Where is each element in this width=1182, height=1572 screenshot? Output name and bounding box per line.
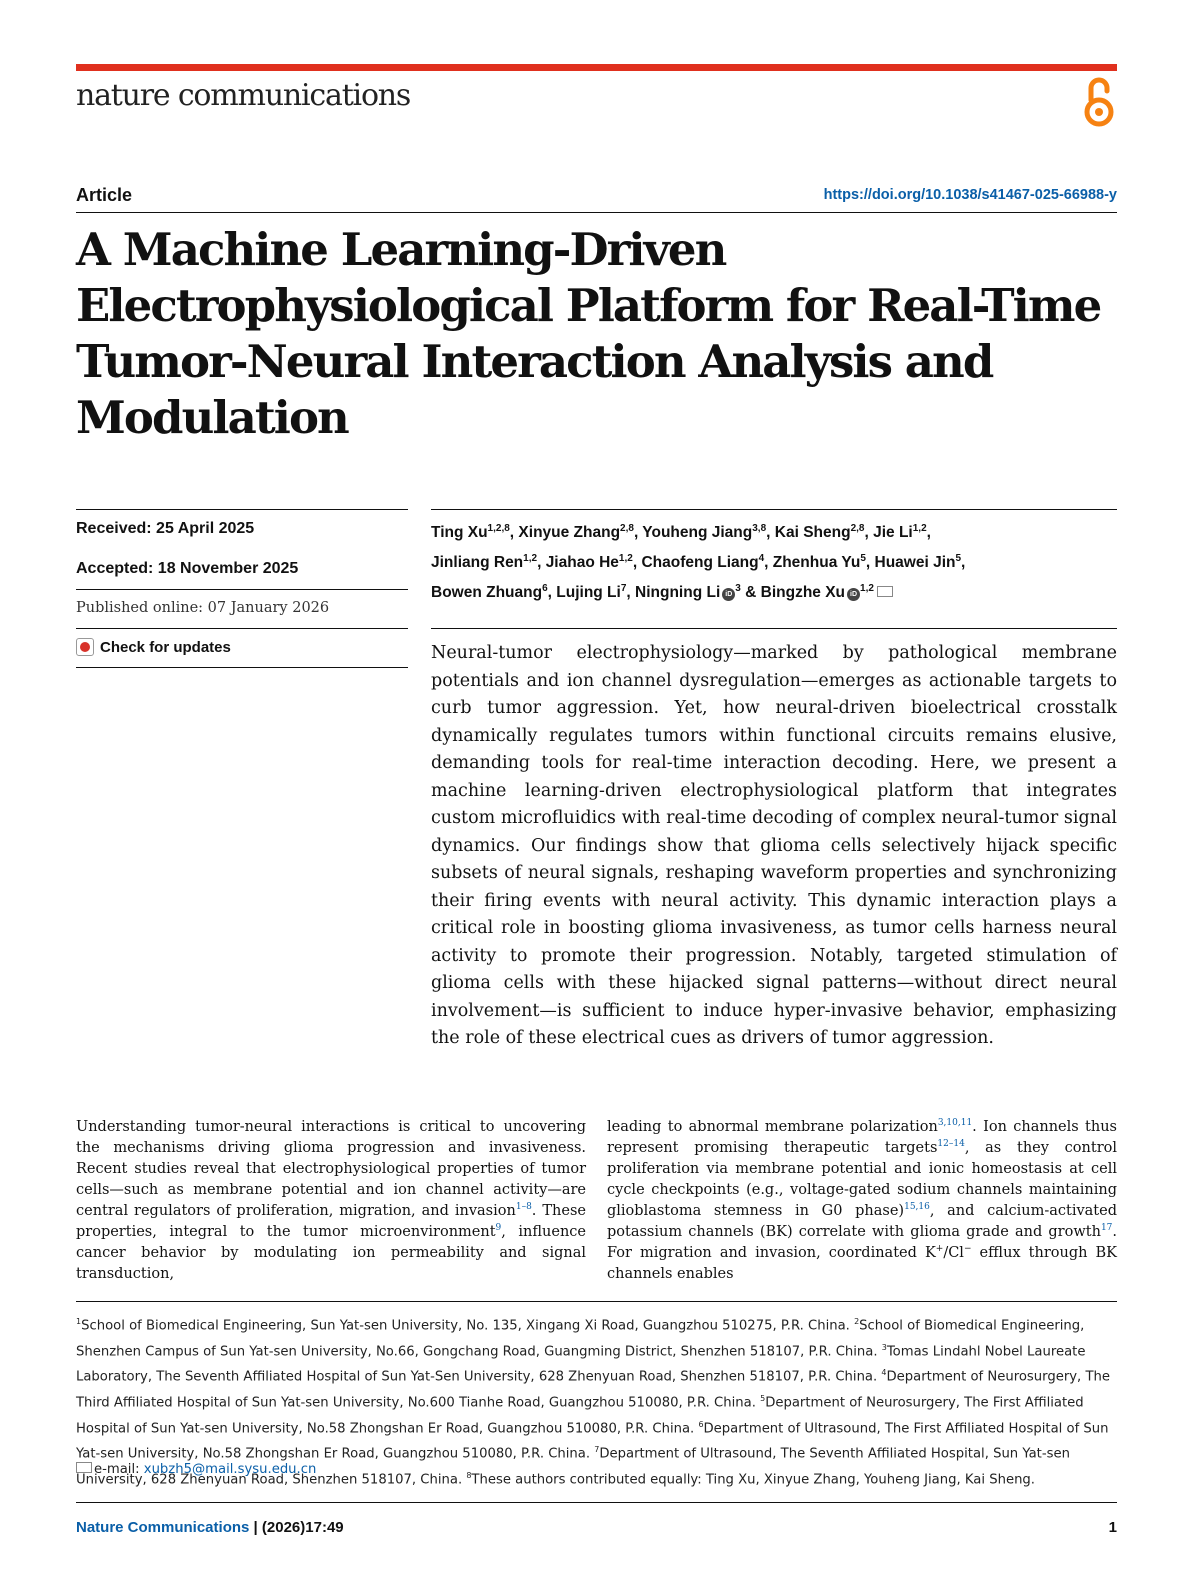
open-access-icon bbox=[1082, 74, 1116, 128]
title-line: A Machine Learning-Driven bbox=[76, 223, 726, 276]
meta-divider bbox=[76, 667, 408, 668]
mail-icon bbox=[76, 1462, 92, 1473]
footer-citation: Nature Communications | (2026)17:49 bbox=[76, 1519, 344, 1536]
footer-volume: (2026)17:49 bbox=[261, 1519, 344, 1536]
body-column-right: leading to abnormal membrane polarization$^{3,10,11}$. Ion channels thus represent promising therapeutic targets$^{12-14}$, as they control proliferation via membrane potential and ionic homeostasis at cell cycle checkpoints (e.g., voltage-gated sodium channels maintaining glioblastoma stemness in G0 phase)$^{15,16}$, and calcium-activated potassium channels (BK) correlate with glioma grade and growth$^{17}$. For migration and invasion, coordinated K+/Cl− efflux through BK channels enables bbox=[607, 1118, 1117, 1282]
orcid-icon[interactable]: iD bbox=[722, 588, 735, 601]
citation-link[interactable]: 17 bbox=[1100, 1223, 1113, 1234]
page-number: 1 bbox=[1108, 1519, 1117, 1536]
author-name[interactable]: Lujing Li bbox=[556, 584, 621, 602]
check-updates-label: Check for updates bbox=[100, 638, 231, 656]
citation-link[interactable]: 9 bbox=[495, 1223, 502, 1234]
published-date: Published online: 07 January 2026 bbox=[76, 600, 330, 616]
title-divider bbox=[76, 212, 1117, 213]
author-name[interactable]: Jinliang Ren bbox=[431, 554, 524, 572]
header-accent-bar bbox=[76, 64, 1117, 71]
footer-journal-link[interactable]: Nature Communications bbox=[76, 1519, 250, 1536]
title-line: Electrophysiological Platform for Real-Time bbox=[76, 279, 1101, 332]
article-title bbox=[76, 222, 1136, 446]
author-name[interactable]: Youheng Jiang bbox=[642, 524, 753, 542]
meta-divider bbox=[76, 509, 408, 510]
affiliations-divider bbox=[76, 1301, 1117, 1302]
author-name[interactable]: Zhenhua Yu bbox=[772, 554, 861, 572]
citation-link[interactable]: 1–8 bbox=[515, 1202, 532, 1213]
authors-divider bbox=[431, 509, 1117, 510]
citation-link[interactable]: 3,10,11 bbox=[937, 1118, 973, 1129]
author-name[interactable]: Xinyue Zhang bbox=[518, 524, 621, 542]
received-date: Received: 25 April 2025 bbox=[76, 520, 255, 537]
author-list: Ting Xu$^{1,2,8}$, Xinyue Zhang$^{2,8}$, Youheng Jiang$^{3,8}$, Kai Sheng$^{2,8}$, Jie Li$^{1,2}$, Jinliang Ren$^{1,2}$, Jiahao He$^{1,2}$, Chaofeng Liang$^4$, Zhenhua Yu$^5$, Huawei Jin$^5$, Bowen Zhuang$^6$, Lujing Li$^7$, Ningning Li $iD^3$ & Bingzhe Xu iD$^{1,2}$ bbox=[431, 523, 966, 602]
journal-logo: nature communications bbox=[76, 78, 411, 113]
article-type-label: Article bbox=[76, 185, 133, 205]
doi-link[interactable]: https://doi.org/10.1038/s41467-025-66988-y bbox=[823, 187, 1117, 203]
orcid-icon[interactable]: iD bbox=[847, 588, 860, 601]
abstract-divider bbox=[431, 628, 1117, 629]
accepted-date: Accepted: 18 November 2025 bbox=[76, 560, 299, 577]
affiliations: $^1$School of Biomedical Engineering, Sun Yat-sen University, No. 135, Xingang Xi Road, Guangzhou 510275, P.R. China. $^2$School of Biomedical Engineering, Shenzhen Campus of Sun Yat-sen University, No.66, Gongchang Road, Guangming District, Shenzhen 518107, P.R. China. $^3$Tomas Lindahl Nobel Laureate Laboratory, The Seventh Affiliated Hospital of Sun Yat-Sen University, 628 Zhenyuan Road, Shenzhen 518107, P.R. China. $^4$Department of Neurosurgery, The Third Affiliated Hospital of Sun Yat-sen University, No.600 Tianhe Road, Guangzhou 510080, P.R. China. $^5$Department of Neurosurgery, The First Affiliated Hospital of Sun Yat-sen University, No.58 Zhongshan Er Road, Guangzhou 510080, P.R. China. $^6$Department of Ultrasound, The First Affiliated Hospital of Sun Yat-sen University, No.58 Zhongshan Er Road, Guangzhou 510080, P.R. China. $^7$Department of Ultrasound, The Seventh Affiliated Hospital, Sun Yat-sen University, 628 Zhenyuan Road, Shenzhen 518107, China. $^8$These authors contributed equally: Ting Xu, Xinyue Zhang, Youheng Jiang, Kai Sheng. bbox=[76, 1317, 1110, 1488]
abstract: Neural-tumor electrophysiology—marked by pathological membrane potentials and ion channel dysregulation—emerges as actionable targets to curb tumor aggression. Yet, how neural-driven bioelectrical crosstalk dynamically regulates tumors within functional circuits remains elusive, demanding tools for real-time interaction decoding. Here, we present a machine learning-driven electrophysiological platform that integrates custom microfluidics with real-time decoding of complex neural-tumor signal dynamics. Our findings show that glioma cells selectively hijack specific subsets of neural signals, reshaping waveform properties and synchronizing their firing events with neural activity. This dynamic interaction plays a critical role in boosting glioma invasiveness, as tumor cells harness neural activity to promote their progression. Notably, targeted stimulation of glioma cells with these hijacked signal patterns—without direct neural involvement—is sufficient to induce hyper-invasive behavior, emphasizing the role of these electrical cues as drivers of tumor aggression. bbox=[431, 643, 1117, 1048]
author-name[interactable]: Jie Li bbox=[873, 524, 913, 542]
author-name[interactable]: Bingzhe Xu bbox=[760, 584, 846, 602]
author-name[interactable]: Jiahao He bbox=[545, 554, 619, 572]
author-name[interactable]: Ting Xu bbox=[431, 524, 488, 542]
citation-link[interactable]: 15,16 bbox=[904, 1202, 930, 1213]
body-column-left: Understanding tumor-neural interactions is critical to uncovering the mechanisms driving glioma progression and invasiveness. Recent studies reveal that electrophysiological properties of tumor cells—such as membrane potential and ion channel activity—are central regulators of proliferation, migration, and invasion$^{1-8}$. These properties, integral to the tumor microenvironment$^9$, influence cancer behavior by modulating ion permeability and signal transduction, bbox=[76, 1119, 586, 1282]
meta-divider bbox=[76, 628, 408, 629]
author-name[interactable]: Chaofeng Liang bbox=[641, 554, 759, 572]
corresponding-email: e-mail: xubzh5@mail.sysu.edu.cn bbox=[76, 1462, 316, 1477]
footer-divider bbox=[76, 1502, 1117, 1503]
title-line: Tumor-Neural Interaction Analysis and bbox=[76, 335, 993, 388]
check-for-updates-button[interactable] bbox=[76, 638, 231, 656]
author-name[interactable]: Huawei Jin bbox=[874, 554, 956, 572]
title-line: Modulation bbox=[76, 391, 348, 444]
meta-divider bbox=[76, 589, 408, 590]
mail-icon[interactable] bbox=[877, 586, 893, 597]
email-link[interactable]: xubzh5@mail.sysu.edu.cn bbox=[143, 1462, 317, 1477]
citation-link[interactable]: 12–14 bbox=[937, 1139, 965, 1150]
author-name[interactable]: Bowen Zhuang bbox=[431, 584, 543, 602]
author-name[interactable]: Kai Sheng bbox=[774, 524, 851, 542]
check-updates-icon bbox=[76, 638, 94, 656]
author-name[interactable]: Ningning Li bbox=[635, 584, 721, 602]
